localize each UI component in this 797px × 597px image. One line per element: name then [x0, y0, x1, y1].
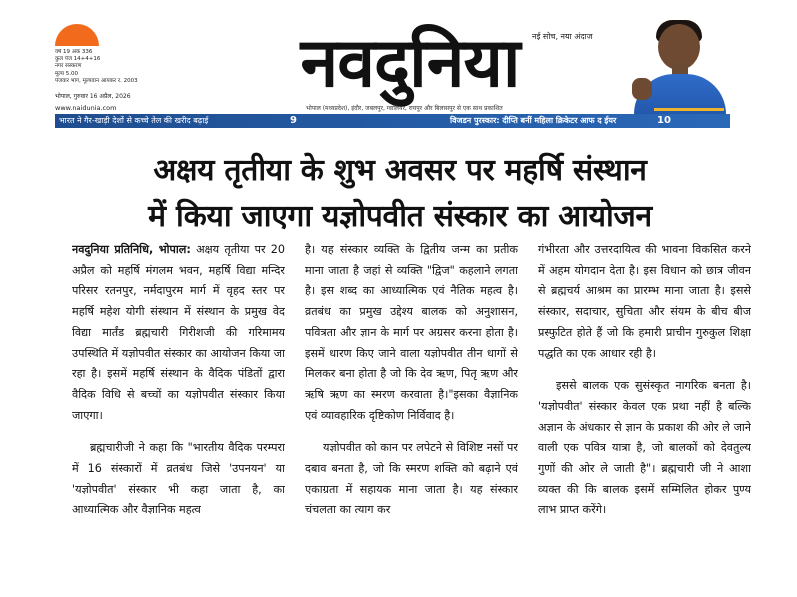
tagline: नई सोच, नया अंदाज: [532, 32, 593, 41]
meta-line: पेजवार भाग, मूल्यवान आयकर र. 2003: [55, 77, 138, 84]
rising-sun-logo-icon: [55, 24, 99, 46]
newspaper-logo: नवदुनिया: [300, 23, 520, 103]
article-paragraph: ब्रह्मचारीजी ने कहा कि "भारतीय वैदिक परम्परा में 16 संस्कारों में व्रतबंध जिसे 'उपनयन' या 'यज्ञोपवीत' संस्कार भी कहा जाता है, का आध्यात्मिक और वैज्ञानिक महत्व: [72, 441, 285, 517]
teaser-left-page: 9: [290, 115, 297, 126]
meta-line: वर्ष 19 अंक 336: [55, 49, 93, 55]
meta-line: कुल पेज 14+4+16: [55, 56, 101, 63]
headline-line-1: अक्षय तृतीया के शुभ अवसर पर महर्षि संस्थान: [153, 153, 647, 188]
article-column-1: [72, 240, 285, 590]
article-paragraph: है। यह संस्कार व्यक्ति के द्वितीय जन्म का प्रतीक माना जाता है जहां से व्यक्ति "द्विज" कहलाने लगता है। इस शब्द का आध्यात्मिक एवं नैतिक महत्व है। व्रतबंध का प्रमुख उद्देश्य बालक को अनुशासन, पवित्रता और ज्ञान के मार्ग पर अग्रसर करना होता है। इसमें धारण किए जाने वाला यज्ञोपवीत तीन धागों से मिलकर बना होता है जो कि देव ऋण, पितृ ऋण और ऋषि ऋण का स्मरण करवाता है।"इसका वैज्ञानिक एवं व्यावहारिक दृष्टिकोण निर्विवाद है।: [305, 243, 518, 422]
article-paragraph: यज्ञोपवीत को कान पर लपेटने से विशिष्ट नसों पर दबाव बनता है, जो कि स्मरण शक्ति को बढ़ाने एवं एकाग्रता में सहायक माना जाता है। यह संस्कार चंचलता का त्याग कर: [305, 441, 518, 517]
teaser-right-page: 10: [657, 115, 671, 126]
teaser-bar: [55, 114, 730, 128]
meta-line: नगर संस्करण: [55, 63, 82, 70]
website-url: www.naidunia.com: [55, 104, 117, 112]
article-paragraph: गंभीरता और उत्तरदायित्व की भावना विकसित करने में अहम योगदान देता है। इस विधान को छात्र जीवन से ब्रह्मचर्य आश्रम का प्रारम्भ माना जाता है। इससे संस्कार, सदाचार, सुचिता और संयम के बीच बीज प्रस्फुटित होते हैं जो कि हमारी प्राचीन गुरुकुल शिक्षा पद्धति का एक आधार रही है।: [538, 243, 751, 360]
article-paragraph: [72, 240, 285, 426]
byline: नवदुनिया प्रतिनिधि, भोपाल:: [72, 243, 191, 256]
headline-line-2: में किया जाएगा यज्ञोपवीत संस्कार का आयोजन: [148, 199, 652, 234]
teaser-left[interactable]: भारत ने गैर-खाड़ी देशों से कच्चे तेल की खरीद बढ़ाई: [59, 116, 209, 125]
meta-line: मूल्य 5.00: [55, 70, 78, 77]
article-headline: [50, 148, 750, 240]
newspaper-masthead: [0, 0, 797, 112]
paragraph-text: अक्षय तृतीया पर 20 अप्रैल को महर्षि मंगलम भवन, महर्षि विद्या मन्दिर परिसर रतनपुर, नर्मदापुरम मार्ग में वृहद स्तर पर महर्षि महेश योगी संस्थान में संस्थान के प्रमुख वेद विद्या मार्तंड ब्रह्मचारी गिरीशजी की गरिमामय उपस्थिति में यज्ञोपवीत संस्कार का आयोजन किया जा रहा है। इसमें महर्षि संस्थान के वैदिक पंडितों द्वारा वैदिक विधि से बच्चों का यज्ञोपवीत संस्कार किया जाएगा।: [72, 243, 285, 422]
cricketer-photo: [628, 18, 730, 124]
edition-line: भोपाल (मध्यप्रदेश), इंदौर, जबलपुर, ग्वालियर, रायपुर और बिलासपुर से एक साथ प्रकाशित: [306, 105, 503, 112]
issue-meta: [55, 49, 155, 85]
article-paragraph: इससे बालक एक सुसंस्कृत नागरिक बनता है। 'यज्ञोपवीत' संस्कार केवल एक प्रथा नहीं है बल्कि अज्ञान के अंधकार से ज्ञान के प्रकाश की ओर ले जाने वाली एक पवित्र यात्रा है, जो बालकों को देवतुल्य गुणों की ओर ले जाती है"। ब्रह्मचारी जी ने आशा व्यक्त की कि बालक इसमें सम्मिलित होकर पुण्य लाभ प्राप्त करेंगे।: [538, 379, 751, 517]
article-body: [72, 240, 752, 590]
article-column-3: [538, 240, 751, 590]
article-column-2: [305, 240, 518, 590]
teaser-right[interactable]: विजडन पुरस्कार: दीप्ति बनीं महिला क्रिकेटर आफ द ईयर: [450, 116, 617, 125]
dateline: भोपाल, गुरुवार 16 अप्रैल, 2026: [55, 93, 131, 100]
